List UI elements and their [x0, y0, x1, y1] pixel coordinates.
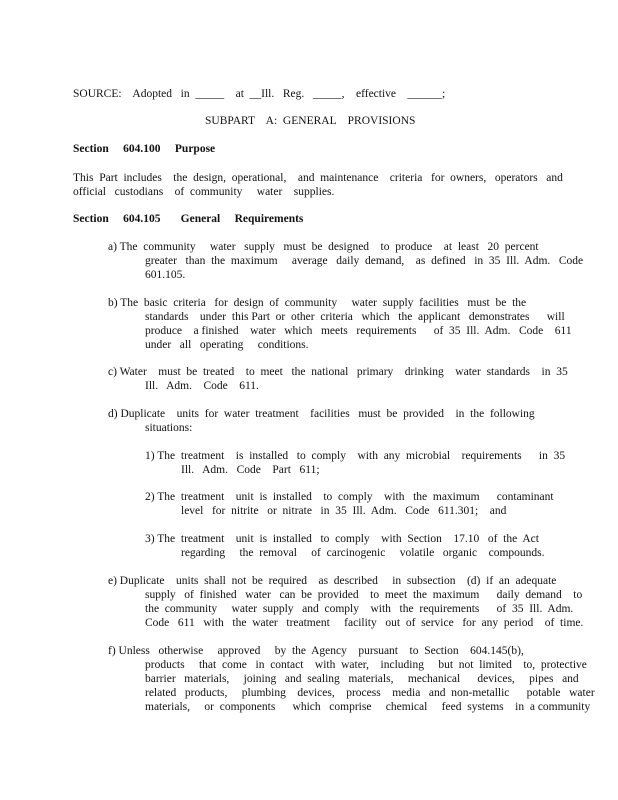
item-b-line-2: standards under this Part or other criteria which the applicant demonstrates will — [145, 311, 565, 323]
item-c-line-2: Ill. Adm. Code 611. — [145, 380, 259, 392]
item-d3-line-2: regarding the removal of carcinogenic volatile organic compounds. — [181, 547, 545, 559]
item-a-line-3: 601.105. — [145, 269, 186, 281]
section-604-105-heading: Section 604.105 General Requirements — [73, 213, 304, 225]
section-604-100-text-line-1: This Part includes the design, operational, and maintenance criteria for owners, operators and — [73, 172, 563, 184]
item-b-line-3: produce a finished water which meets requirements of 35 Ill. Adm. Code 611 — [145, 325, 572, 337]
item-f-line-4: related products, plumbing devices, process media and non-metallic potable water — [145, 687, 595, 699]
item-a-line-2: greater than the maximum average daily demand, as defined in 35 Ill. Adm. Code — [145, 255, 584, 267]
item-e-line-2: supply of finished water can be provided to meet the maximum daily demand to — [145, 589, 583, 601]
item-b-line-4: under all operating conditions. — [145, 339, 309, 351]
item-d2-line-2: level for nitrite or nitrate in 35 Ill. Adm. Code 611.301; and — [181, 505, 507, 517]
item-d1-line-2: Ill. Adm. Code Part 611; — [181, 464, 320, 476]
item-d-line-2: situations: — [145, 422, 193, 434]
item-d3-line-1: 3) The treatment unit is installed to comply with Section 17.10 of the Act — [145, 533, 539, 545]
source-note: SOURCE: Adopted in _____ at __Ill. Reg. _____, effective ______; — [73, 88, 446, 100]
item-f-line-5: materials, or components which comprise chemical feed systems in a community — [145, 701, 591, 713]
section-604-100-text-line-2: official custodians of community water supplies. — [73, 186, 335, 198]
item-e-line-3: the community water supply and comply with the requirements of 35 Ill. Adm. — [145, 603, 574, 615]
item-c-line-1: c) Water must be treated to meet the national primary drinking water standards in 35 — [108, 366, 568, 378]
item-d-line-1: d) Duplicate units for water treatment facilities must be provided in the following — [108, 408, 535, 420]
item-d2-line-1: 2) The treatment unit is installed to comply with the maximum contaminant — [145, 491, 554, 503]
item-d1-line-1: 1) The treatment is installed to comply with any microbial requirements in 35 — [145, 450, 566, 462]
item-f-line-2: products that come in contact with water, including but not limited to, protective — [145, 659, 587, 671]
subpart-heading: SUBPART A: GENERAL PROVISIONS — [205, 115, 416, 127]
item-f-line-1: f) Unless otherwise approved by the Agency pursuant to Section 604.145(b), — [108, 645, 524, 657]
item-e-line-4: Code 611 with the water treatment facility out of service for any period of time. — [145, 617, 584, 629]
item-a-line-1: a) The community water supply must be designed to produce at least 20 percent — [108, 241, 539, 253]
item-f-line-3: barrier materials, joining and sealing materials, mechanical devices, pipes and — [145, 673, 579, 685]
item-b-line-1: b) The basic criteria for design of community water supply facilities must be the — [108, 297, 527, 309]
section-604-100-heading: Section 604.100 Purpose — [73, 143, 216, 155]
item-e-line-1: e) Duplicate units shall not be required as described in subsection (d) if an adequate — [108, 575, 557, 587]
